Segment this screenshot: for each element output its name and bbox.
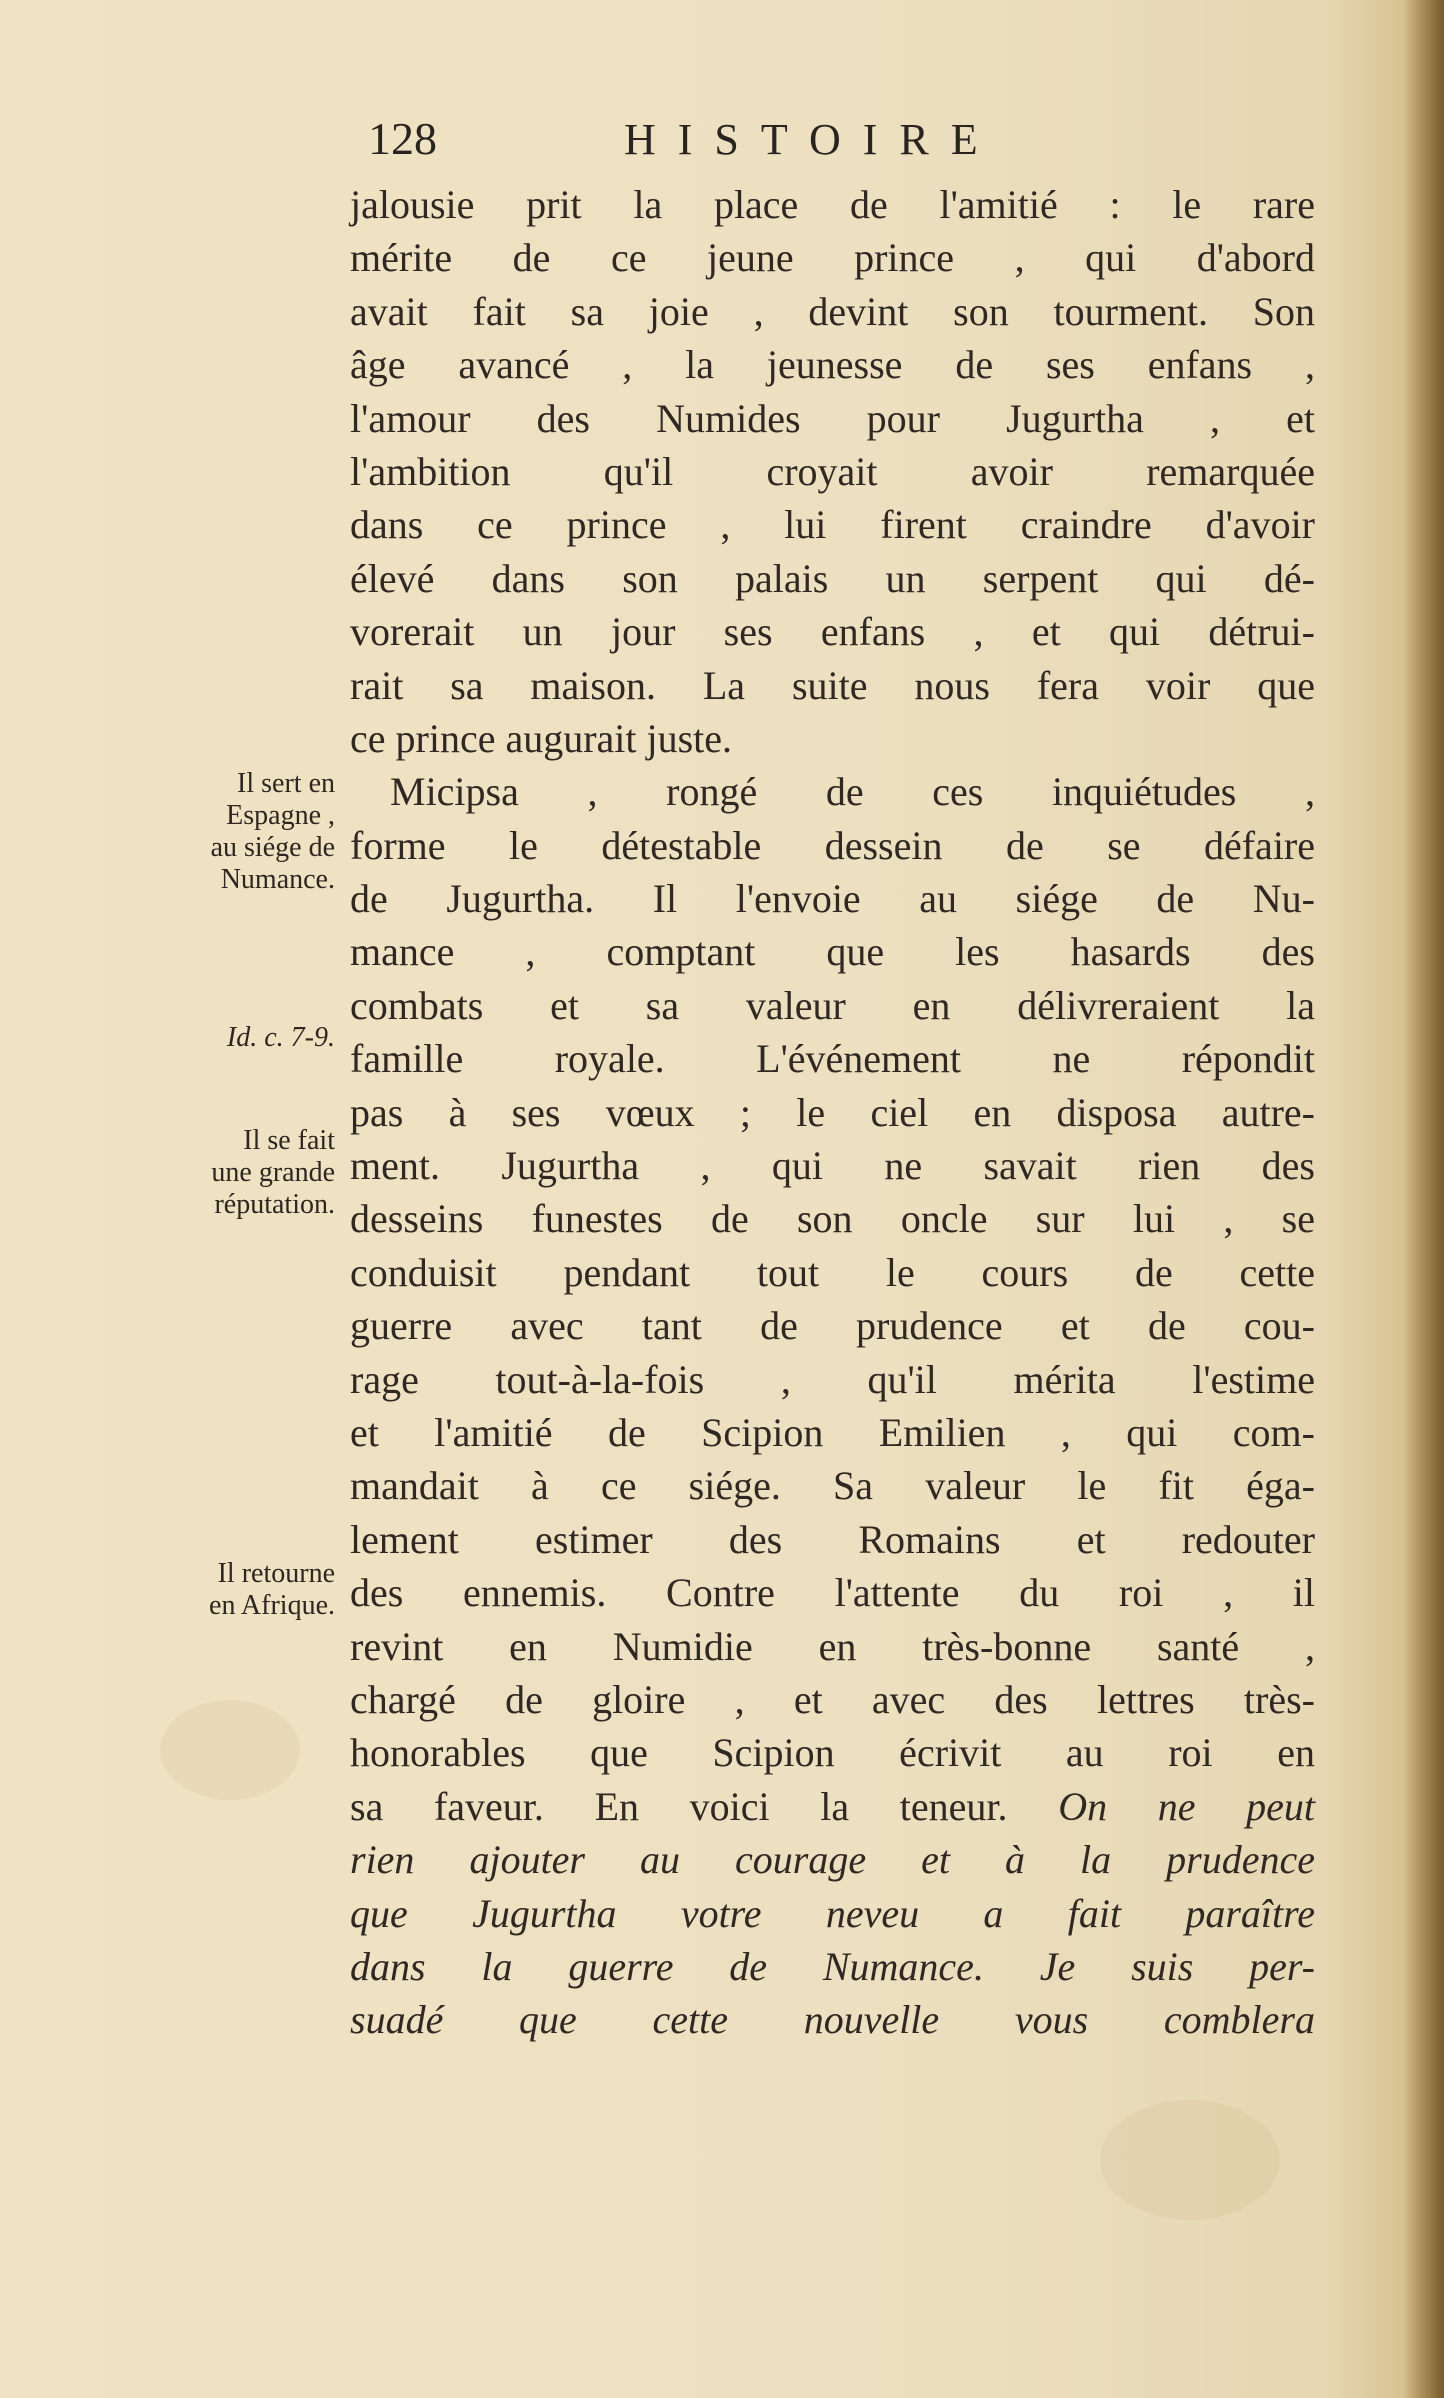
text-line: mance , comptant que les hasards des [350, 929, 1315, 975]
running-title: HISTOIRE [624, 115, 1000, 164]
margin-note-line: au siége de [210, 832, 335, 863]
text-line: pas à ses vœux ; le ciel en disposa autre- [350, 1089, 1315, 1135]
margin-note-line: Il sert en [237, 768, 335, 799]
margin-note-line: Il se fait [243, 1125, 335, 1156]
margin-note-line: une grande [211, 1157, 335, 1188]
text-segment: sa faveur. En voici la teneur. [350, 1783, 1008, 1829]
margin-note-afrique [110, 1558, 335, 1622]
paper-stain [1100, 2100, 1280, 2220]
text-line: ment. Jugurtha , qui ne savait rien des [350, 1143, 1315, 1189]
text-line: vorerait un jour ses enfans , et qui détrui- [350, 609, 1315, 655]
text-line: et l'amitié de Scipion Emilien , qui com- [350, 1409, 1315, 1455]
text-line: de Jugurtha. Il l'envoie au siége de Nu- [350, 876, 1315, 922]
italic-line: dans la guerre de Numance. Je suis per- [350, 1943, 1315, 1989]
page-number: 128 [368, 113, 437, 164]
text-line: Micipsa , rongé de ces inquiétudes , [390, 769, 1315, 815]
margin-note-line: Il retourne [217, 1558, 335, 1589]
text-line: conduisit pendant tout le cours de cette [350, 1249, 1315, 1295]
text-line: famille royale. L'événement ne répondit [350, 1036, 1315, 1082]
text-line: mérite de ce jeune prince , qui d'abord [350, 235, 1315, 281]
text-line: l'ambition qu'il croyait avoir remarquée [350, 448, 1315, 494]
italic-line: que Jugurtha votre neveu a fait paraître [350, 1890, 1315, 1936]
margin-note-line: Espagne , [226, 800, 335, 831]
page-edge [1404, 0, 1444, 2398]
margin-note-reference [130, 1022, 335, 1054]
margin-note-line: Id. c. 7-9. [226, 1022, 335, 1053]
margin-note-sert [110, 768, 335, 896]
body-text [350, 178, 1315, 2047]
text-line: rage tout-à-la-fois , qu'il mérita l'estime [350, 1356, 1315, 1402]
text-line: chargé de gloire , et avec des lettres très- [350, 1676, 1315, 1722]
text-line: jalousie prit la place de l'amitié : le rare [350, 182, 1315, 227]
margin-note-line: réputation. [214, 1189, 335, 1220]
paper-stain [160, 1700, 300, 1800]
italic-line: suadé que cette nouvelle vous comblera [350, 1997, 1315, 2043]
margin-note-line: en Afrique. [209, 1590, 335, 1621]
text-line: âge avancé , la jeunesse de ses enfans , [350, 342, 1315, 388]
text-line: combats et sa valeur en délivreraient la [350, 982, 1315, 1028]
margin-note-reputation [110, 1125, 335, 1221]
text-line: des ennemis. Contre l'attente du roi , il [350, 1570, 1315, 1616]
text-line: forme le détestable dessein de se défaire [350, 822, 1315, 868]
text-line: guerre avec tant de prudence et de cou- [350, 1303, 1315, 1349]
text-line: honorables que Scipion écrivit au roi en [350, 1730, 1315, 1776]
text-line [350, 1780, 1315, 1833]
text-line: revint en Numidie en très-bonne santé , [350, 1623, 1315, 1669]
text-line: l'amour des Numides pour Jugurtha , et [350, 395, 1315, 441]
text-line: avait fait sa joie , devint son tourment. Son [350, 288, 1315, 334]
italic-line: rien ajouter au courage et à la prudence [350, 1837, 1315, 1883]
text-line: desseins funestes de son oncle sur lui , se [350, 1196, 1315, 1242]
italic-segment: On ne peut [1058, 1783, 1315, 1829]
text-line: rait sa maison. La suite nous fera voir que [350, 662, 1315, 708]
margin-note-line: Numance. [220, 864, 335, 895]
text-line: élevé dans son palais un serpent qui dé- [350, 555, 1315, 601]
text-line: lement estimer des Romains et redouter [350, 1516, 1315, 1562]
text-line: ce prince augurait juste. [350, 715, 733, 761]
text-line: dans ce prince , lui firent craindre d'avoir [350, 502, 1315, 548]
text-line: mandait à ce siége. Sa valeur le fit éga- [350, 1463, 1315, 1509]
